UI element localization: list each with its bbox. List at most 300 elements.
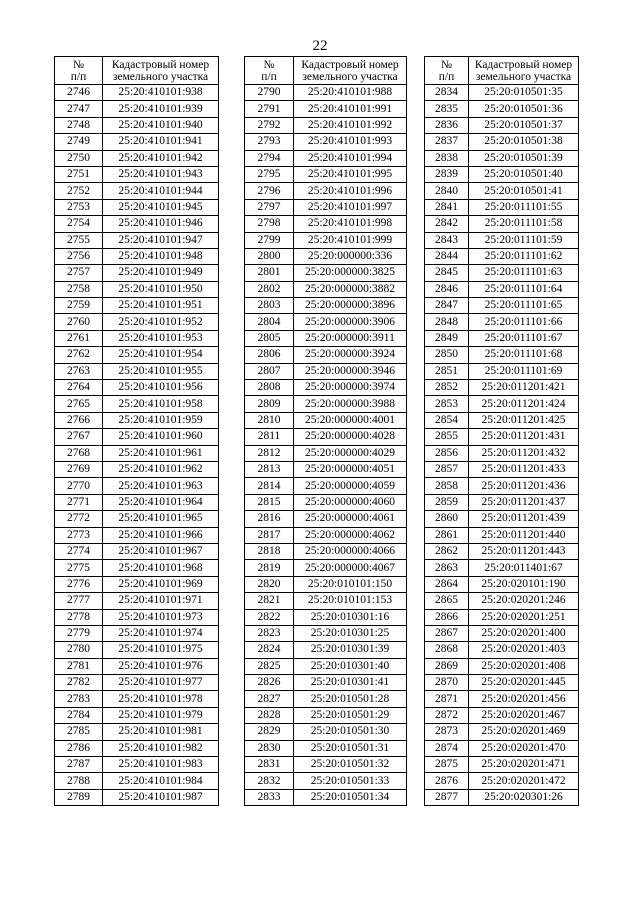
cadastral-table-2 (244, 56, 407, 806)
row-number: 2764 (55, 380, 103, 396)
cadastral-number: 25:20:410101:993 (294, 134, 407, 150)
number-column-header: № п/п (245, 57, 294, 85)
cadastral-number: 25:20:011101:59 (469, 232, 579, 248)
table-row (245, 445, 407, 461)
table-row (55, 527, 219, 543)
row-number: 2840 (425, 183, 469, 199)
row-number: 2819 (245, 560, 294, 576)
table-row (425, 166, 579, 182)
row-number: 2798 (245, 216, 294, 232)
row-number: 2876 (425, 773, 469, 789)
table-row (425, 183, 579, 199)
row-number: 2791 (245, 101, 294, 117)
cadastral-number: 25:20:010501:36 (469, 101, 579, 117)
row-number: 2759 (55, 298, 103, 314)
cadastral-column-header: Кадастровый номер земельного участка (294, 57, 407, 85)
row-number: 2774 (55, 543, 103, 559)
table-row (425, 494, 579, 510)
row-number: 2781 (55, 658, 103, 674)
cadastral-number: 25:20:410101:996 (294, 183, 407, 199)
row-number: 2776 (55, 576, 103, 592)
cadastral-number: 25:20:010501:40 (469, 166, 579, 182)
row-number: 2753 (55, 199, 103, 215)
table-row (425, 330, 579, 346)
table-row (425, 609, 579, 625)
cadastral-number: 25:20:000000:4029 (294, 445, 407, 461)
row-number: 2786 (55, 740, 103, 756)
table-row (55, 216, 219, 232)
row-number: 2803 (245, 298, 294, 314)
table-row (425, 691, 579, 707)
row-number: 2831 (245, 757, 294, 773)
table-row (425, 658, 579, 674)
table-row (425, 543, 579, 559)
row-number: 2785 (55, 724, 103, 740)
cadastral-number: 25:20:011201:433 (469, 461, 579, 477)
row-number: 2828 (245, 707, 294, 723)
row-number: 2782 (55, 675, 103, 691)
cadastral-number: 25:20:010501:38 (469, 134, 579, 150)
row-number: 2832 (245, 773, 294, 789)
cadastral-number: 25:20:011201:425 (469, 412, 579, 428)
table-row (425, 412, 579, 428)
cadastral-number: 25:20:410101:940 (103, 117, 219, 133)
row-number: 2808 (245, 380, 294, 396)
table-row (55, 232, 219, 248)
row-number: 2833 (245, 789, 294, 805)
row-number: 2863 (425, 560, 469, 576)
cadastral-number: 25:20:000000:4066 (294, 543, 407, 559)
table-row (245, 363, 407, 379)
row-number: 2848 (425, 314, 469, 330)
number-column-header: № п/п (55, 57, 103, 85)
row-number: 2869 (425, 658, 469, 674)
cadastral-number: 25:20:410101:998 (294, 216, 407, 232)
table-row (425, 724, 579, 740)
row-number: 2853 (425, 396, 469, 412)
table-row (425, 429, 579, 445)
cadastral-number: 25:20:000000:4062 (294, 527, 407, 543)
row-number: 2748 (55, 117, 103, 133)
table-row (55, 330, 219, 346)
cadastral-number: 25:20:410101:949 (103, 265, 219, 281)
cadastral-table-3 (424, 56, 579, 806)
row-number: 2777 (55, 593, 103, 609)
row-number: 2843 (425, 232, 469, 248)
table-row (245, 347, 407, 363)
cadastral-number: 25:20:010501:32 (294, 757, 407, 773)
table-row (245, 232, 407, 248)
cadastral-number: 25:20:011101:58 (469, 216, 579, 232)
row-number: 2772 (55, 511, 103, 527)
cadastral-number: 25:20:011101:63 (469, 265, 579, 281)
cadastral-number: 25:20:410101:963 (103, 478, 219, 494)
row-number: 2801 (245, 265, 294, 281)
row-number: 2747 (55, 101, 103, 117)
row-number: 2852 (425, 380, 469, 396)
table-row (425, 740, 579, 756)
table-row (245, 314, 407, 330)
row-number: 2792 (245, 117, 294, 133)
row-number: 2794 (245, 150, 294, 166)
row-number: 2859 (425, 494, 469, 510)
table-row (55, 789, 219, 805)
table-row (425, 85, 579, 101)
row-number: 2799 (245, 232, 294, 248)
cadastral-number: 25:20:011201:439 (469, 511, 579, 527)
cadastral-number: 25:20:410101:941 (103, 134, 219, 150)
row-number: 2822 (245, 609, 294, 625)
cadastral-number: 25:20:020201:471 (469, 757, 579, 773)
row-number: 2761 (55, 330, 103, 346)
table-row (425, 789, 579, 805)
row-number: 2820 (245, 576, 294, 592)
cadastral-number: 25:20:410101:966 (103, 527, 219, 543)
cadastral-number: 25:20:000000:3825 (294, 265, 407, 281)
cadastral-number: 25:20:410101:988 (294, 85, 407, 101)
cadastral-column-header: Кадастровый номер земельного участка (103, 57, 219, 85)
table-row (245, 216, 407, 232)
cadastral-number: 25:20:010501:35 (469, 85, 579, 101)
table-row (245, 658, 407, 674)
page-number: 22 (312, 38, 328, 54)
cadastral-column-header: Кадастровый номер земельного участка (469, 57, 579, 85)
cadastral-number: 25:20:020201:456 (469, 691, 579, 707)
cadastral-number: 25:20:410101:977 (103, 675, 219, 691)
row-number: 2815 (245, 494, 294, 510)
table-row (55, 117, 219, 133)
row-number: 2810 (245, 412, 294, 428)
table-row (245, 740, 407, 756)
table-row (425, 281, 579, 297)
cadastral-number: 25:20:410101:975 (103, 642, 219, 658)
table-row (55, 707, 219, 723)
cadastral-number: 25:20:410101:976 (103, 658, 219, 674)
table-row (425, 625, 579, 641)
row-number: 2812 (245, 445, 294, 461)
table-row (425, 248, 579, 264)
row-number: 2795 (245, 166, 294, 182)
table-row (55, 658, 219, 674)
cadastral-number: 25:20:010501:34 (294, 789, 407, 805)
row-number: 2824 (245, 642, 294, 658)
cadastral-number: 25:20:410101:999 (294, 232, 407, 248)
row-number: 2816 (245, 511, 294, 527)
cadastral-number: 25:20:011401:67 (469, 560, 579, 576)
row-number: 2827 (245, 691, 294, 707)
cadastral-number: 25:20:010501:41 (469, 183, 579, 199)
table-row (425, 150, 579, 166)
table-row (55, 380, 219, 396)
cadastral-number: 25:20:410101:964 (103, 494, 219, 510)
cadastral-number: 25:20:010301:41 (294, 675, 407, 691)
table-row (425, 675, 579, 691)
cadastral-number: 25:20:410101:947 (103, 232, 219, 248)
cadastral-number: 25:20:410101:945 (103, 199, 219, 215)
row-number: 2854 (425, 412, 469, 428)
table-row (425, 314, 579, 330)
cadastral-number: 25:20:410101:995 (294, 166, 407, 182)
table-row (55, 363, 219, 379)
row-number: 2845 (425, 265, 469, 281)
cadastral-number: 25:20:410101:967 (103, 543, 219, 559)
row-number: 2780 (55, 642, 103, 658)
row-number: 2804 (245, 314, 294, 330)
row-number: 2817 (245, 527, 294, 543)
cadastral-number: 25:20:010301:40 (294, 658, 407, 674)
cadastral-number: 25:20:011201:421 (469, 380, 579, 396)
row-number: 2847 (425, 298, 469, 314)
table-row (425, 445, 579, 461)
cadastral-number: 25:20:020201:445 (469, 675, 579, 691)
table-row (55, 396, 219, 412)
cadastral-number: 25:20:410101:978 (103, 691, 219, 707)
table-row (245, 757, 407, 773)
row-number: 2770 (55, 478, 103, 494)
table-row (55, 101, 219, 117)
row-number: 2874 (425, 740, 469, 756)
table-row (55, 576, 219, 592)
cadastral-number: 25:20:011101:66 (469, 314, 579, 330)
table-row (425, 757, 579, 773)
table-row (245, 511, 407, 527)
table-row (55, 85, 219, 101)
table-row (55, 166, 219, 182)
table-row (425, 396, 579, 412)
cadastral-number: 25:20:020201:246 (469, 593, 579, 609)
table-row (55, 478, 219, 494)
cadastral-number: 25:20:000000:3911 (294, 330, 407, 346)
cadastral-number: 25:20:410101:943 (103, 166, 219, 182)
row-number: 2821 (245, 593, 294, 609)
table-row (245, 543, 407, 559)
cadastral-number: 25:20:410101:938 (103, 85, 219, 101)
table-row (425, 216, 579, 232)
cadastral-number: 25:20:410101:971 (103, 593, 219, 609)
table-row (55, 134, 219, 150)
cadastral-number: 25:20:000000:3974 (294, 380, 407, 396)
table-row (425, 117, 579, 133)
row-number: 2779 (55, 625, 103, 641)
cadastral-number: 25:20:410101:974 (103, 625, 219, 641)
cadastral-number: 25:20:410101:952 (103, 314, 219, 330)
table-row (245, 166, 407, 182)
cadastral-number: 25:20:011201:437 (469, 494, 579, 510)
cadastral-number: 25:20:010501:33 (294, 773, 407, 789)
row-number: 2867 (425, 625, 469, 641)
table-row (245, 412, 407, 428)
cadastral-number: 25:20:011201:440 (469, 527, 579, 543)
table-row (425, 232, 579, 248)
cadastral-number: 25:20:010501:37 (469, 117, 579, 133)
cadastral-number: 25:20:000000:4067 (294, 560, 407, 576)
cadastral-number: 25:20:020301:26 (469, 789, 579, 805)
row-number: 2787 (55, 757, 103, 773)
table-row (55, 691, 219, 707)
table-row (245, 576, 407, 592)
cadastral-number: 25:20:010301:39 (294, 642, 407, 658)
table-row (55, 625, 219, 641)
table-row (425, 298, 579, 314)
cadastral-number: 25:20:000000:3946 (294, 363, 407, 379)
cadastral-number: 25:20:000000:4059 (294, 478, 407, 494)
cadastral-number: 25:20:410101:960 (103, 429, 219, 445)
row-number: 2807 (245, 363, 294, 379)
cadastral-number: 25:20:011101:64 (469, 281, 579, 297)
number-column-header: № п/п (425, 57, 469, 85)
table-row (245, 183, 407, 199)
table-row (245, 789, 407, 805)
row-number: 2760 (55, 314, 103, 330)
cadastral-number: 25:20:410101:954 (103, 347, 219, 363)
row-number: 2834 (425, 85, 469, 101)
cadastral-number: 25:20:410101:992 (294, 117, 407, 133)
cadastral-number: 25:20:020201:472 (469, 773, 579, 789)
table-row (245, 494, 407, 510)
table-header-row (55, 57, 219, 85)
row-number: 2865 (425, 593, 469, 609)
row-number: 2837 (425, 134, 469, 150)
table-row (425, 265, 579, 281)
row-number: 2797 (245, 199, 294, 215)
cadastral-number: 25:20:020201:251 (469, 609, 579, 625)
cadastral-number: 25:20:011101:65 (469, 298, 579, 314)
table-row (425, 642, 579, 658)
cadastral-number: 25:20:011101:55 (469, 199, 579, 215)
cadastral-number: 25:20:410101:984 (103, 773, 219, 789)
row-number: 2868 (425, 642, 469, 658)
row-number: 2858 (425, 478, 469, 494)
row-number: 2873 (425, 724, 469, 740)
cadastral-number: 25:20:000000:3924 (294, 347, 407, 363)
cadastral-number: 25:20:020201:470 (469, 740, 579, 756)
row-number: 2805 (245, 330, 294, 346)
table-row (425, 347, 579, 363)
cadastral-number: 25:20:020201:400 (469, 625, 579, 641)
table-row (245, 248, 407, 264)
cadastral-number: 25:20:020201:469 (469, 724, 579, 740)
row-number: 2752 (55, 183, 103, 199)
cadastral-number: 25:20:410101:955 (103, 363, 219, 379)
table-row (425, 101, 579, 117)
row-number: 2769 (55, 461, 103, 477)
cadastral-number: 25:20:010501:28 (294, 691, 407, 707)
row-number: 2850 (425, 347, 469, 363)
row-number: 2783 (55, 691, 103, 707)
row-number: 2806 (245, 347, 294, 363)
table-row (55, 445, 219, 461)
row-number: 2864 (425, 576, 469, 592)
table-row (425, 576, 579, 592)
row-number: 2818 (245, 543, 294, 559)
cadastral-number: 25:20:000000:3988 (294, 396, 407, 412)
table-row (55, 543, 219, 559)
cadastral-number: 25:20:410101:983 (103, 757, 219, 773)
table-row (245, 593, 407, 609)
row-number: 2875 (425, 757, 469, 773)
cadastral-number: 25:20:020101:190 (469, 576, 579, 592)
row-number: 2841 (425, 199, 469, 215)
row-number: 2857 (425, 461, 469, 477)
table-row (245, 429, 407, 445)
row-number: 2877 (425, 789, 469, 805)
row-number: 2809 (245, 396, 294, 412)
table-row (55, 724, 219, 740)
cadastral-table-1 (54, 56, 219, 806)
table-row (55, 199, 219, 215)
cadastral-number: 25:20:410101:951 (103, 298, 219, 314)
cadastral-number: 25:20:410101:969 (103, 576, 219, 592)
row-number: 2851 (425, 363, 469, 379)
table-row (425, 461, 579, 477)
table-row (55, 314, 219, 330)
row-number: 2839 (425, 166, 469, 182)
row-number: 2789 (55, 789, 103, 805)
row-number: 2757 (55, 265, 103, 281)
cadastral-number: 25:20:410101:950 (103, 281, 219, 297)
row-number: 2862 (425, 543, 469, 559)
cadastral-number: 25:20:011101:62 (469, 248, 579, 264)
row-number: 2802 (245, 281, 294, 297)
table-row (245, 101, 407, 117)
table-row (55, 773, 219, 789)
row-number: 2836 (425, 117, 469, 133)
row-number: 2826 (245, 675, 294, 691)
table-row (425, 380, 579, 396)
table-row (245, 150, 407, 166)
cadastral-number: 25:20:410101:958 (103, 396, 219, 412)
table-row (55, 248, 219, 264)
table-row (245, 560, 407, 576)
table-row (245, 117, 407, 133)
table-row (245, 281, 407, 297)
cadastral-number: 25:20:000000:3906 (294, 314, 407, 330)
table-row (55, 593, 219, 609)
row-number: 2825 (245, 658, 294, 674)
table-row (245, 380, 407, 396)
cadastral-number: 25:20:410101:962 (103, 461, 219, 477)
table-row (245, 298, 407, 314)
table-row (55, 298, 219, 314)
row-number: 2762 (55, 347, 103, 363)
table-row (425, 511, 579, 527)
cadastral-number: 25:20:410101:942 (103, 150, 219, 166)
cadastral-number: 25:20:410101:953 (103, 330, 219, 346)
cadastral-number: 25:20:011101:68 (469, 347, 579, 363)
row-number: 2768 (55, 445, 103, 461)
table-row (425, 773, 579, 789)
cadastral-number: 25:20:011201:432 (469, 445, 579, 461)
cadastral-number: 25:20:010501:30 (294, 724, 407, 740)
cadastral-number: 25:20:010501:39 (469, 150, 579, 166)
cadastral-number: 25:20:410101:994 (294, 150, 407, 166)
table-row (55, 461, 219, 477)
row-number: 2796 (245, 183, 294, 199)
cadastral-number: 25:20:410101:987 (103, 789, 219, 805)
table-row (425, 560, 579, 576)
cadastral-number: 25:20:000000:336 (294, 248, 407, 264)
cadastral-number: 25:20:410101:968 (103, 560, 219, 576)
row-number: 2856 (425, 445, 469, 461)
row-number: 2823 (245, 625, 294, 641)
row-number: 2755 (55, 232, 103, 248)
table-row (55, 494, 219, 510)
table-row (425, 707, 579, 723)
table-row (425, 134, 579, 150)
cadastral-number: 25:20:010501:31 (294, 740, 407, 756)
row-number: 2763 (55, 363, 103, 379)
row-number: 2830 (245, 740, 294, 756)
